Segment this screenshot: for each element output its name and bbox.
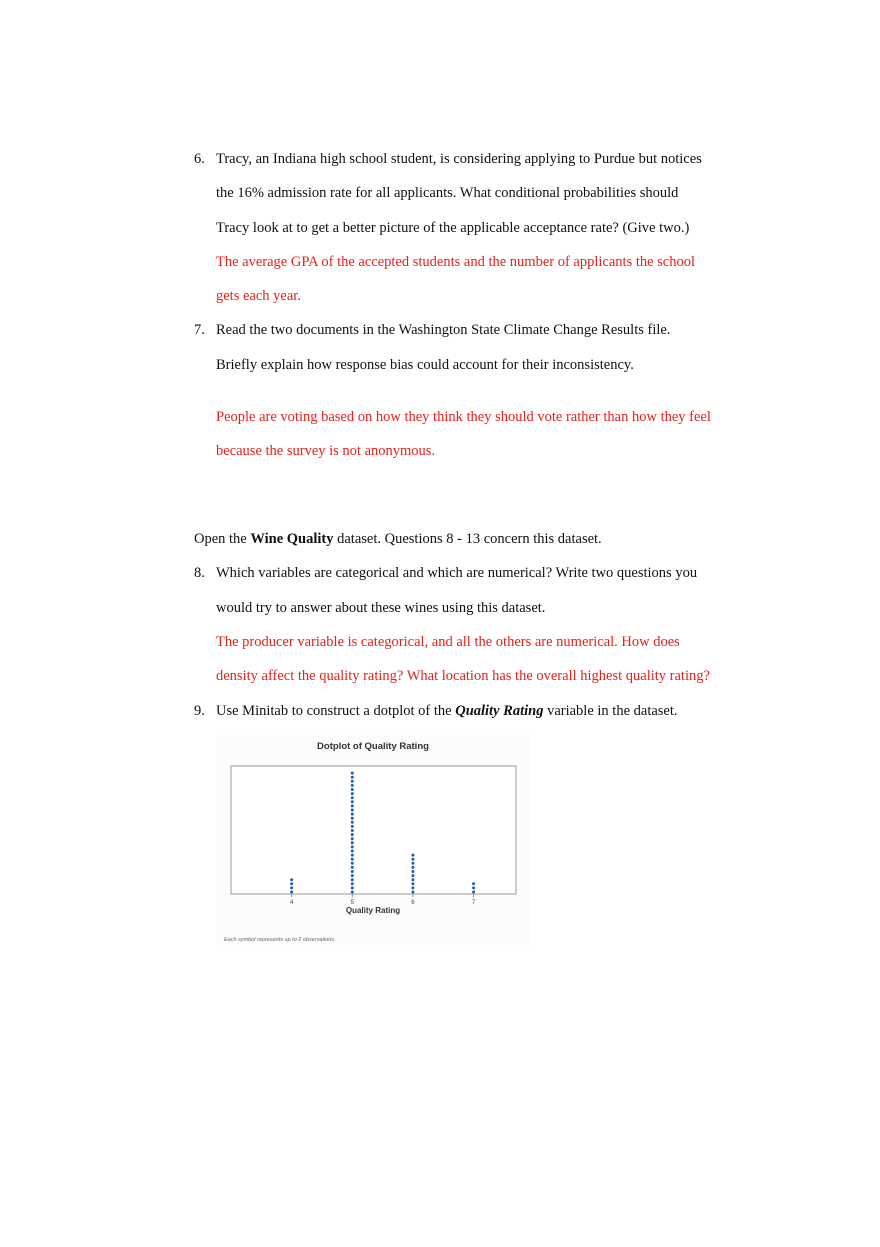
- dot-symbol: [411, 858, 414, 861]
- x-tick-label: 4: [289, 900, 294, 906]
- x-tick-label: 7: [471, 900, 476, 906]
- q6-text-line-3: Tracy look at to get a better picture of the applicable acceptance rate? (Give two.): [216, 220, 690, 236]
- q6-answer-line-2: gets each year.: [216, 288, 301, 304]
- dot-symbol: [351, 886, 354, 889]
- dot-symbol: [351, 891, 354, 894]
- dot-symbol: [351, 809, 354, 812]
- dot-symbol: [472, 891, 475, 894]
- dotplot-chart: [216, 735, 530, 945]
- x-axis-label: Quality Rating: [345, 906, 401, 915]
- q8-number: 8.: [194, 565, 205, 581]
- dot-symbol: [351, 784, 354, 787]
- dot-symbol: [351, 837, 354, 840]
- q7-text-line-2: Briefly explain how response bias could account for their inconsistency.: [216, 357, 634, 373]
- dot-symbol: [351, 833, 354, 836]
- dot-symbol: [351, 825, 354, 828]
- q9-text: [216, 703, 678, 720]
- dot-symbol: [411, 866, 414, 869]
- dot-symbol: [351, 862, 354, 865]
- dot-symbol: [351, 821, 354, 824]
- dot-symbol: [351, 878, 354, 881]
- dot-symbol: [351, 882, 354, 885]
- chart-footnote: Each symbol represents up to 2 observations.: [224, 937, 336, 943]
- dot-symbol: [351, 854, 354, 857]
- dataset-intro: [194, 531, 602, 548]
- q8-answer-line-1: The producer variable is categorical, and all the others are numerical. How does: [216, 634, 680, 650]
- dot-symbol: [351, 858, 354, 861]
- dot-symbol: [411, 882, 414, 885]
- intro-prefix: Open the: [194, 531, 251, 547]
- dot-symbol: [290, 891, 293, 894]
- q7-number: 7.: [194, 322, 205, 338]
- dot-symbol: [351, 796, 354, 799]
- intro-dataset-name: Wine Quality: [250, 531, 334, 547]
- x-tick-label: 5: [350, 900, 354, 906]
- dot-symbol: [472, 886, 475, 889]
- dot-symbol: [411, 878, 414, 881]
- dot-symbol: [472, 882, 475, 885]
- plot-area: [231, 766, 516, 894]
- dot-symbol: [411, 854, 414, 857]
- q8-text-line-2: would try to answer about these wines using this dataset.: [216, 600, 546, 616]
- dot-symbol: [351, 800, 354, 803]
- dot-symbol: [351, 804, 354, 807]
- q8-text-line-1: Which variables are categorical and which are numerical? Write two questions you: [216, 565, 698, 581]
- dot-symbol: [351, 850, 354, 853]
- dot-symbol: [411, 874, 414, 877]
- intro-suffix: dataset. Questions 8 - 13 concern this dataset.: [333, 531, 602, 547]
- dot-symbol: [351, 817, 354, 820]
- dotplot-svg: [216, 735, 530, 945]
- dot-symbol: [351, 829, 354, 832]
- q8-answer-line-2: density affect the quality rating? What location has the overall highest quality rating?: [216, 668, 710, 684]
- q7-answer-line-2: because the survey is not anonymous.: [216, 443, 436, 459]
- q6-text-line-2: the 16% admission rate for all applicants. What conditional probabilities should: [216, 185, 679, 201]
- q9-variable-name: Quality Rating: [455, 703, 544, 719]
- q9-suffix: variable in the dataset.: [543, 703, 678, 719]
- q7-text-line-1: Read the two documents in the Washington State Climate Change Results file.: [216, 322, 671, 338]
- dot-symbol: [351, 841, 354, 844]
- dot-symbol: [351, 813, 354, 816]
- dot-symbol: [351, 772, 354, 775]
- dot-symbol: [351, 866, 354, 869]
- dot-symbol: [290, 886, 293, 889]
- q6-answer-line-1: The average GPA of the accepted students and the number of applicants the school: [216, 254, 696, 270]
- dot-symbol: [351, 776, 354, 779]
- q9-number: 9.: [194, 703, 205, 719]
- dot-symbol: [411, 891, 414, 894]
- dot-symbol: [351, 780, 354, 783]
- dot-symbol: [351, 788, 354, 791]
- dot-symbol: [351, 792, 354, 795]
- x-tick-label: 6: [411, 900, 415, 906]
- q7-answer-line-1: People are voting based on how they think they should vote rather than how they feel: [216, 409, 711, 425]
- dot-symbol: [411, 862, 414, 865]
- dot-symbol: [290, 878, 293, 881]
- dot-symbol: [411, 870, 414, 873]
- dot-symbol: [351, 874, 354, 877]
- dot-symbol: [411, 886, 414, 889]
- dot-symbol: [351, 870, 354, 873]
- q6-text-line-1: Tracy, an Indiana high school student, is considering applying to Purdue but notices: [216, 151, 702, 167]
- q9-prefix: Use Minitab to construct a dotplot of the: [216, 703, 456, 719]
- chart-title: Dotplot of Quality Rating: [317, 741, 429, 752]
- dot-symbol: [351, 845, 354, 848]
- q6-number: 6.: [194, 151, 205, 167]
- dot-symbol: [290, 882, 293, 885]
